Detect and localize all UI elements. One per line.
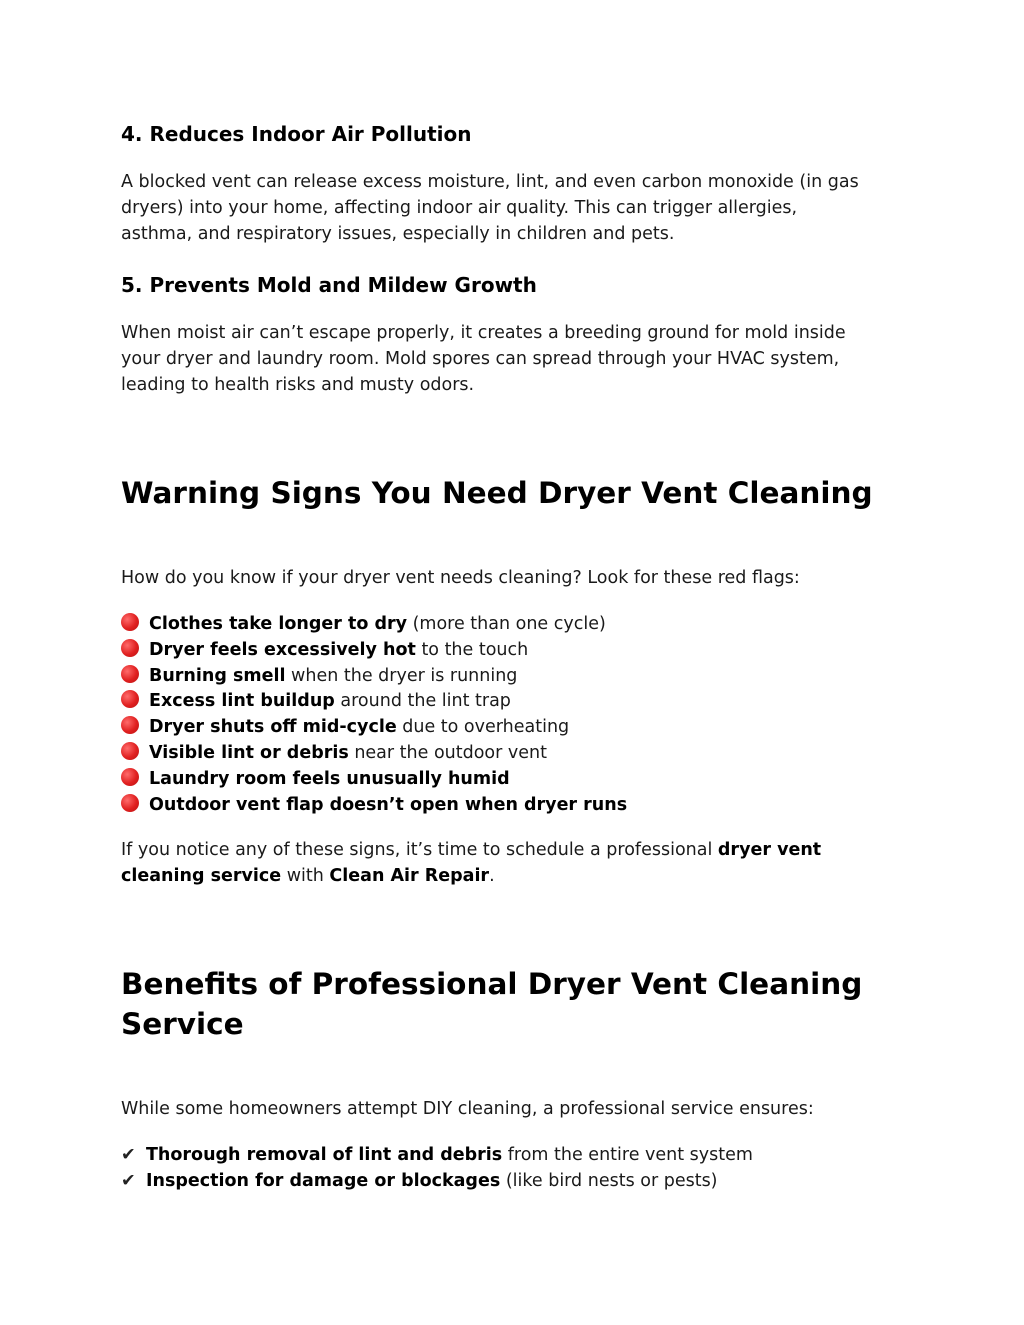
list-item: Excess lint buildup around the lint trap — [121, 689, 627, 715]
section-5-paragraph — [121, 321, 846, 398]
benefits-list — [121, 1143, 753, 1195]
benefits-heading: Benefits of Professional Dryer Vent Cleaning Service — [121, 967, 863, 1041]
paragraph-line: When moist air can’t escape properly, it creates a breeding ground for mold inside — [121, 323, 846, 343]
list-item: Visible lint or debris near the outdoor vent — [121, 741, 627, 767]
paragraph-line: cleaning service with Clean Air Repair. — [121, 865, 495, 886]
warning-signs-list — [121, 612, 627, 818]
warning-closing-paragraph — [121, 838, 821, 890]
section-4-paragraph — [121, 170, 859, 247]
red-circle-icon — [121, 665, 139, 683]
warning-intro: How do you know if your dryer vent needs cleaning? Look for these red flags: — [121, 568, 800, 588]
section-5-heading: 5. Prevents Mold and Mildew Growth — [121, 273, 537, 297]
list-item: ✔ Thorough removal of lint and debris from the entire vent system — [121, 1143, 753, 1169]
paragraph-line: If you notice any of these signs, it’s time to schedule a professional dryer vent — [121, 840, 822, 860]
paragraph-line: asthma, and respiratory issues, especially in children and pets. — [121, 223, 675, 244]
red-circle-icon — [121, 690, 139, 708]
red-circle-icon — [121, 768, 139, 786]
benefits-intro: While some homeowners attempt DIY cleaning, a professional service ensures: — [121, 1099, 814, 1119]
paragraph-line: dryers) into your home, affecting indoor air quality. This can trigger allergies, — [121, 197, 798, 218]
red-circle-icon — [121, 716, 139, 734]
list-item: ✔ Inspection for damage or blockages (like bird nests or pests) — [121, 1169, 753, 1195]
red-circle-icon — [121, 794, 139, 812]
list-item: Burning smell when the dryer is running — [121, 664, 627, 690]
red-circle-icon — [121, 613, 139, 631]
checkmark-icon: ✔ — [121, 1170, 136, 1191]
warning-signs-heading: Warning Signs You Need Dryer Vent Cleaning — [121, 476, 873, 510]
red-circle-icon — [121, 639, 139, 657]
paragraph-line: A blocked vent can release excess moisture, lint, and even carbon monoxide (in gas — [121, 172, 859, 192]
brand-name: Clean Air Repair — [329, 865, 490, 886]
list-item: Dryer shuts off mid-cycle due to overheating — [121, 715, 627, 741]
section-4-heading: 4. Reduces Indoor Air Pollution — [121, 122, 472, 146]
red-circle-icon — [121, 742, 139, 760]
checkmark-icon: ✔ — [121, 1145, 136, 1165]
list-item: Dryer feels excessively hot to the touch — [121, 638, 627, 664]
paragraph-line: your dryer and laundry room. Mold spores can spread through your HVAC system, — [121, 348, 840, 369]
paragraph-line: leading to health risks and musty odors. — [121, 374, 475, 395]
list-item: Laundry room feels unusually humid — [121, 767, 627, 793]
list-item: Clothes take longer to dry (more than one cycle) — [121, 612, 627, 638]
list-item: Outdoor vent flap doesn’t open when dryer runs — [121, 793, 627, 819]
